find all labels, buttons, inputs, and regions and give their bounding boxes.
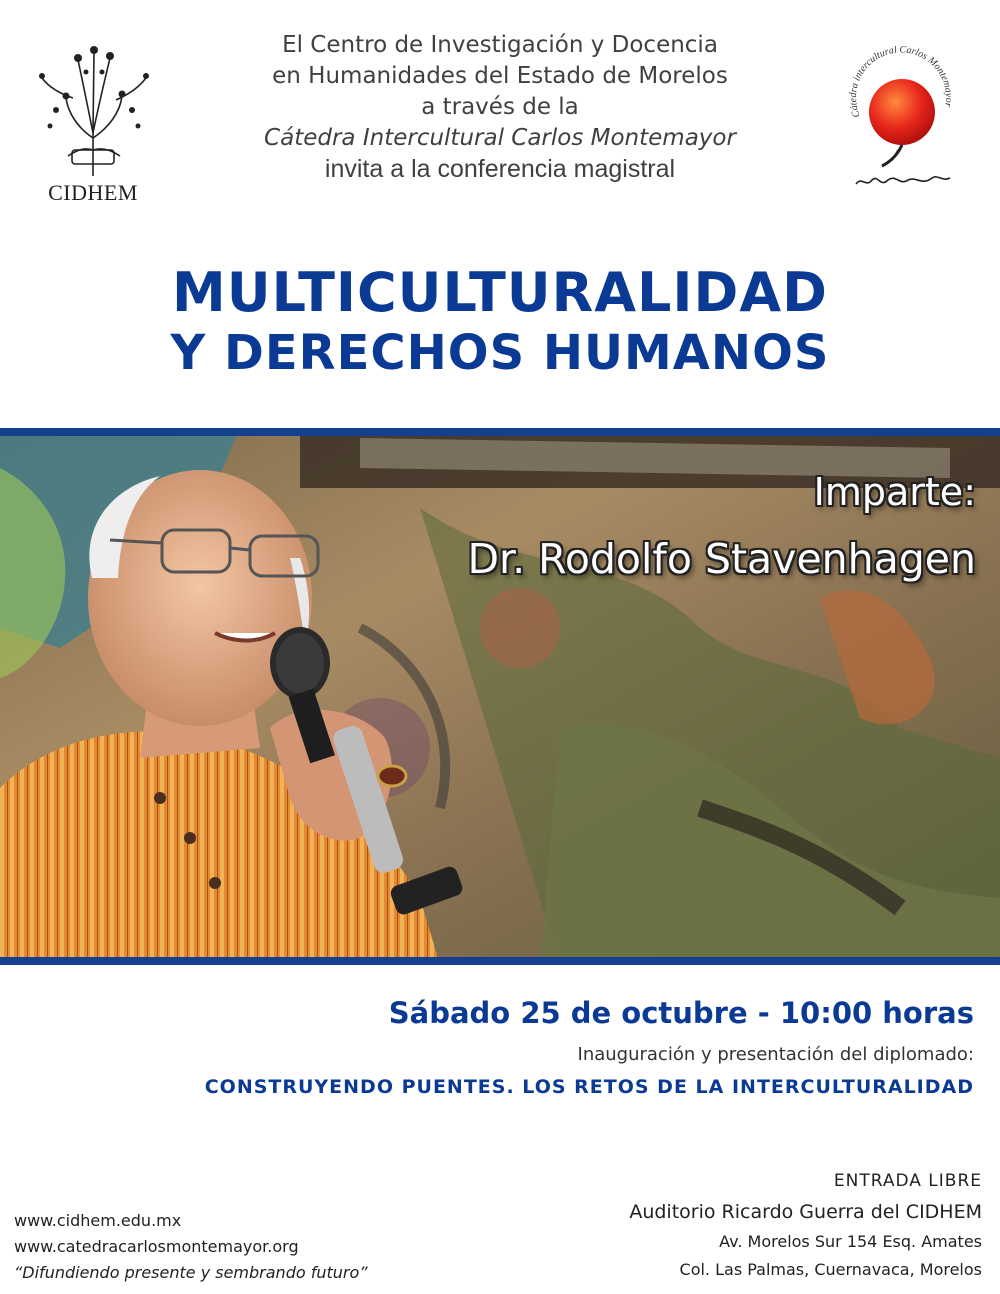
event-inauguration: Inauguración y presentación del diplomado: [577,1044,974,1065]
intro-line-1: El Centro de Investigación y Docencia [282,32,718,58]
intro-line-4: Cátedra Intercultural Carlos Montemayor [264,125,736,151]
photo-top-border [0,428,1000,436]
venue-address-1: Av. Morelos Sur 154 Esq. Amates [719,1232,982,1251]
venue-address-2: Col. Las Palmas, Cuernavaca, Morelos [679,1260,982,1279]
title-line-1: MULTICULTURALIDAD [172,261,828,324]
footer-contact [14,1208,368,1286]
website-cidhem-link[interactable]: www.cidhem.edu.mx [14,1211,182,1230]
cidhem-logo-text: CIDHEM [48,180,138,205]
intro-line-3: a través de la [421,94,579,120]
entrada-libre: ENTRADA LIBRE [833,1171,982,1191]
footer-venue [629,1166,982,1284]
catedra-logo [842,46,962,196]
catedra-logo-icon [842,46,962,196]
website-catedra-link[interactable]: www.catedracarlosmontemayor.org [14,1237,299,1256]
venue-name: Auditorio Ricardo Guerra del CIDHEM [629,1201,982,1223]
intro-line-2: en Humanidades del Estado de Morelos [272,63,728,89]
catedra-logo-arc-text: Cátedra intercultural Carlos Montemayor [847,46,955,119]
intro-text [190,30,810,185]
event-date-time: Sábado 25 de octubre - 10:00 horas [388,996,974,1030]
diploma-title: CONSTRUYENDO PUENTES. LOS RETOS DE LA INTERCULTURALIDAD [204,1076,974,1098]
cidhem-tree-icon [28,38,158,178]
cidhem-logo [28,38,158,208]
intro-line-5: invita a la conferencia magistral [324,155,676,183]
imparte-label: Imparte: [813,470,976,514]
slogan: “Difundiendo presente y sembrando futuro” [14,1263,368,1282]
title-line-2: Y DERECHOS HUMANOS [170,325,830,381]
event-title [0,262,1000,382]
speaker-name: Dr. Rodolfo Stavenhagen [467,535,976,583]
photo-bottom-border [0,957,1000,965]
